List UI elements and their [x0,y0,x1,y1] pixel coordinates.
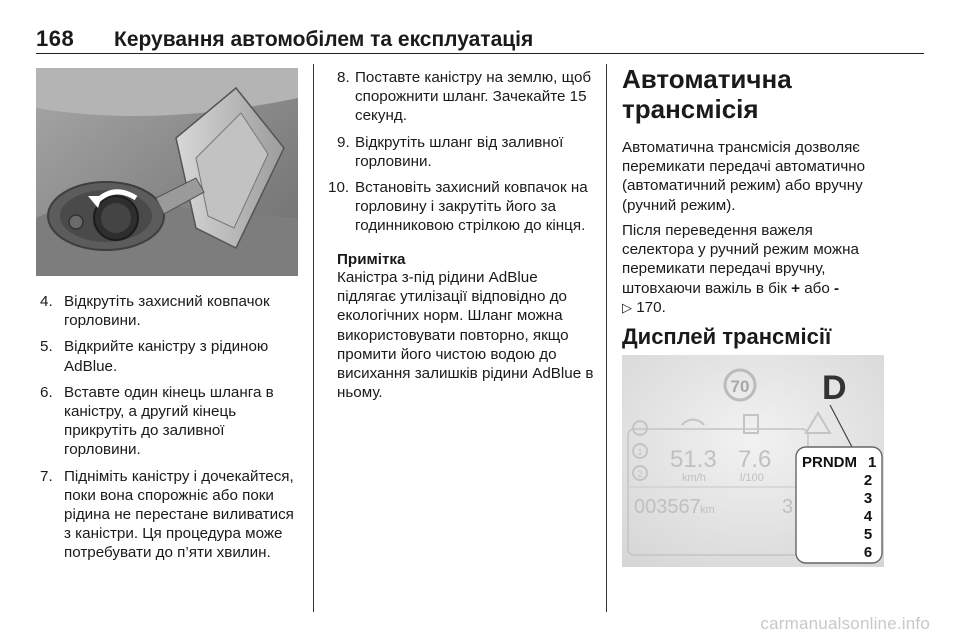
average-speed-unit: km/h [682,472,706,484]
step-item: 10. Встановіть захисний ковпачок на горловину і закрутіть його за годинниковою стрілкою до кінця. [328,179,588,235]
average-speed-value: 51.3 [670,446,717,473]
odometer-extra: 3 [782,496,794,518]
section-title: Автоматична трансмісія [622,64,792,124]
column-divider-2 [606,64,607,612]
column-divider-1 [313,64,314,612]
gear-2: 2 [863,472,873,489]
watermark: carmanualsonline.info [760,614,930,633]
running-title: Керування автомобілем та експлуатація [114,28,534,51]
odometer-unit: km [700,504,715,516]
minus-symbol: - [834,279,840,297]
step-item: 7. Підніміть каністру і дочекайтеся, поки вона спорожніє або поки рідина не перестане виливатися з каністри. Ця процедура може потребувати до п’яти хвилин. [40,467,294,562]
step-item: 6. Вставте один кінець шланга в каністру, а другий кінець прикрутіть до заливної горловини. [40,383,274,459]
speed-limit-value: 70 [730,377,750,396]
step-item: 5. Відкрийте каністру з рідиною AdBlue. [40,338,269,375]
instrument-cluster [622,355,884,567]
note-title: Примітка [337,251,406,268]
gear-indicator: D [822,369,847,407]
gear-6: 6 [863,544,873,561]
fuel-consumption-value: 7.6 [738,446,772,473]
page-number: 168 [36,26,75,51]
step-item: 9. Відкрутіть шланг від заливної горловини. [337,133,564,170]
page-reference: 170. [636,298,666,316]
gear-3: 3 [863,490,873,507]
transmission-display-illustration [622,355,884,567]
gear-1: 1 [868,454,877,471]
odometer-value: 003567 [634,496,701,518]
step-item: 4. Відкрутіть захисний ковпачок горловини. [40,293,270,330]
reference-arrow-icon: ▷ [622,299,632,315]
step-item: 8. Поставте каністру на землю, щоб спорожнити шланг. Зачекайте 15 секунд. [337,69,592,125]
steps-list-left [40,292,300,570]
prndm-label: PRNDM [802,454,857,471]
gear-4: 4 [863,508,873,525]
subsection-title: Дисплей трансмісії [622,324,832,349]
section-paragraph-2: Після переведення важеля селектора у ручний режим можна перемикати передачі вручну, штовхаючи важіль в бік + або - ▷ 170. [622,222,859,316]
plus-symbol: + [791,279,800,297]
gear-5: 5 [863,526,873,543]
steps-list-middle [329,68,597,243]
trip-number-1: 1 [637,447,643,457]
page-header [36,26,924,54]
note-body: Каністра з-під рідини AdBlue підлягає утилізації відповідно до екологічних норм. Шланг можна використовувати повторно, якщо промити його чистою водою до висихання залишків рідини AdBlue в ньому. [337,269,594,402]
adblue-filler-photo [36,68,298,276]
filler-cap-illustration [36,68,298,276]
fuel-consumption-unit: l/100 [740,472,764,484]
section-paragraph-1: Автоматична трансмісія дозволяє перемикати передачі автоматично (автоматичний режим) або вручну (ручний режим). [622,139,866,214]
trip-number-2: 2 [637,469,643,479]
